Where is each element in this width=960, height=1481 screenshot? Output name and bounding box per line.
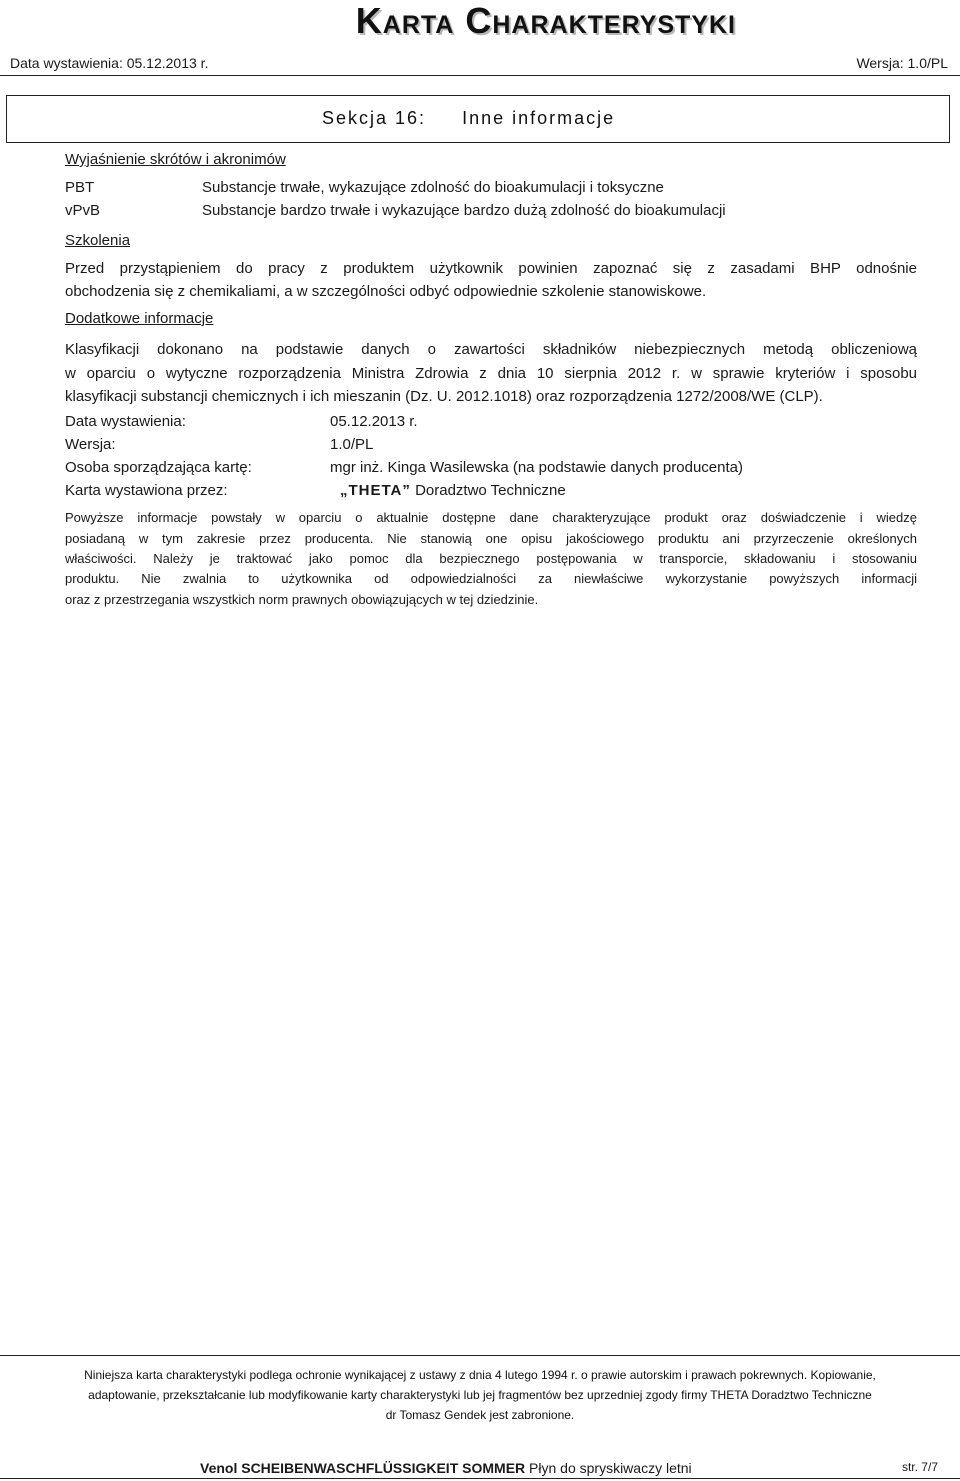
abbreviation-term: vPvB <box>65 202 101 219</box>
disclaimer-line: posiadaną w tym zakresie przez producenta. Nie stanowią one opisu jakościowego produktu ani przyrzeczenie określonych <box>65 531 917 546</box>
issuer-value <box>340 482 566 499</box>
issuer-name: Doradztwo Techniczne <box>415 482 566 499</box>
additional-info-line: w oparciu o wytyczne rozporządzenia Ministra Zdrowia z dnia 10 sierpnia 2012 r. w sprawie kryteriów i sposobu <box>65 365 917 382</box>
copyright-line: Niniejsza karta charakterystyki podlega ochronie wynikającej z ustawy z dnia 4 lutego 1994 r. o prawie autorskim i prawach pokrewnych. Kopiowanie, <box>84 1368 876 1382</box>
footer-divider <box>0 1355 960 1356</box>
abbreviations-heading: Wyjaśnienie skrótów i akronimów <box>65 151 286 168</box>
disclaimer-line: oraz z przestrzegania wszystkich norm prawnych obowiązujących w tej dziedzinie. <box>65 592 539 607</box>
disclaimer-line: Powyższe informacje powstały w oparciu o aktualnie dostępne dane charakteryzujące produkt oraz doświadczenie i wiedzę <box>65 510 917 525</box>
page-number: str. 7/7 <box>901 1460 938 1474</box>
author-label: Osoba sporządzająca kartę: <box>65 459 252 476</box>
training-line: Przed przystąpieniem do pracy z produktem użytkownik powinien zapoznać się z zasadami BHP odnośnie <box>65 260 917 277</box>
bottom-divider <box>0 1478 960 1479</box>
additional-info-heading: Dodatkowe informacje <box>65 310 214 327</box>
author-value: mgr inż. Kinga Wasilewska (na podstawie danych producenta) <box>330 459 743 476</box>
version-value: 1.0/PL <box>330 436 374 453</box>
header-issue-date: Data wystawienia: 05.12.2013 r. <box>10 55 209 71</box>
additional-info-line: klasyfikacji substancji chemicznych i ich mieszanin (Dz. U. 2012.1018) oraz rozporządzenia 1272/2008/WE (CLP). <box>65 388 823 405</box>
issuer-label: Karta wystawiona przez: <box>65 482 228 499</box>
issue-date-label: Data wystawienia: <box>65 413 186 430</box>
header-version: Wersja: 1.0/PL <box>856 55 948 71</box>
product-name-bold: Venol SCHEIBENWASCHFLÜSSIGKEIT SOMMER <box>200 1460 526 1476</box>
copyright-line: adaptowanie, przekształcanie lub modyfikowanie karty charakterystyki lub jej fragmentów bez uprzedniej zgody firmy THETA Doradztwo Techniczne <box>88 1388 872 1402</box>
additional-info-line: Klasyfikacji dokonano na podstawie danych o zawartości składników niebezpiecznych metodą obliczeniową <box>65 341 917 358</box>
version-label: Wersja: <box>65 436 116 453</box>
section-name: Inne informacje <box>462 108 616 128</box>
product-name <box>200 1460 692 1476</box>
document-title: Karta Charakterystyki <box>355 0 736 41</box>
disclaimer-line: właściwości. Należy je traktować jako pomoc dla bezpiecznego postępowania w transporcie, składowaniu i stosowaniu <box>65 551 917 566</box>
training-heading: Szkolenia <box>65 232 131 249</box>
issuer-brand: „THETA” <box>340 482 411 499</box>
section-title <box>322 108 615 129</box>
abbreviation-definition: Substancje bardzo trwałe i wykazujące bardzo dużą zdolność do bioakumulacji <box>202 202 726 219</box>
issue-date-value: 05.12.2013 r. <box>330 413 418 430</box>
abbreviation-definition: Substancje trwałe, wykazujące zdolność do bioakumulacji i toksyczne <box>202 179 664 196</box>
header-divider <box>0 75 960 76</box>
abbreviation-term: PBT <box>65 179 95 196</box>
copyright-notice <box>20 1365 940 1425</box>
disclaimer-line: produktu. Nie zwalnia to użytkownika od odpowiedzialności za niewłaściwe wykorzystanie powyższych informacji <box>65 571 917 586</box>
product-description: Płyn do spryskiwaczy letni <box>525 1460 692 1476</box>
training-line: obchodzenia się z chemikaliami, a w szczególności odbyć odpowiednie szkolenie stanowiskowe. <box>65 283 707 300</box>
section-number: Sekcja 16: <box>322 108 427 128</box>
copyright-line: dr Tomasz Gendek jest zabronione. <box>385 1408 575 1422</box>
